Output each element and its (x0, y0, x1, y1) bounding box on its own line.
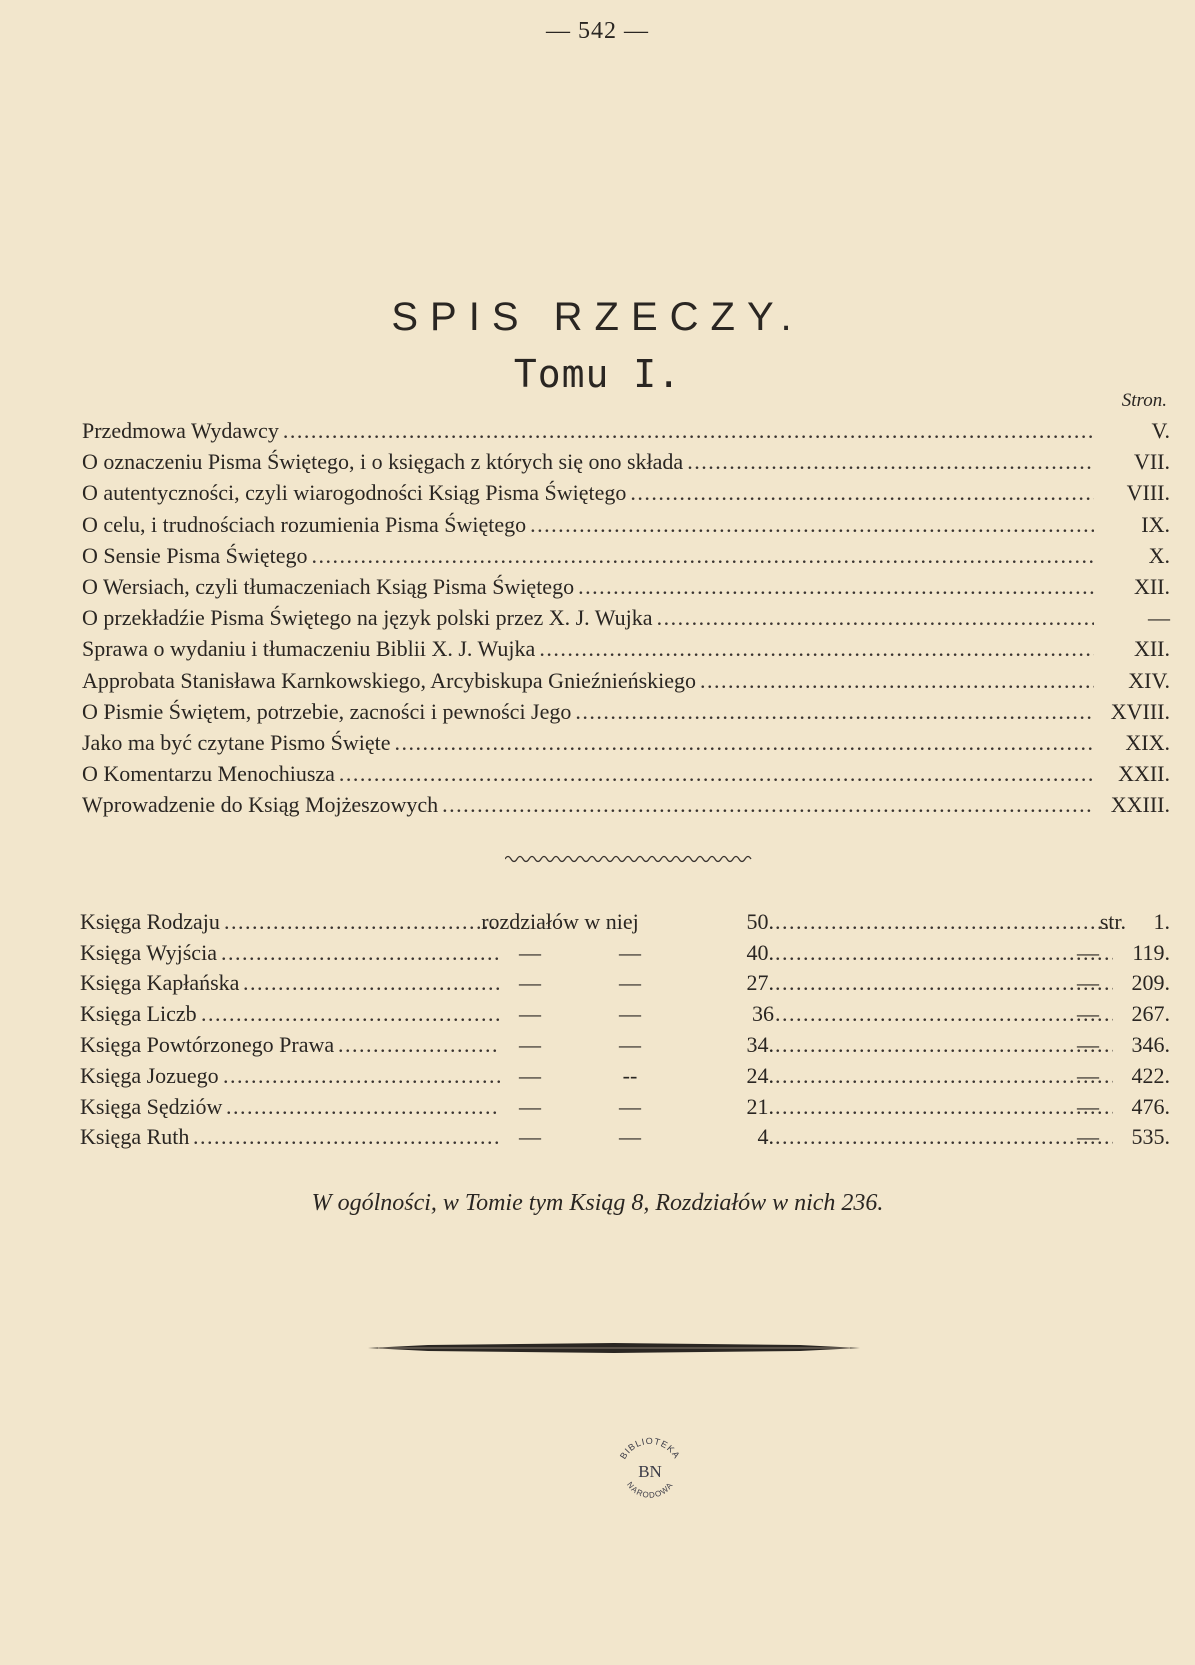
book-name: Księga Wyjścia (80, 939, 217, 965)
dot-leader (539, 636, 1094, 662)
ditto-mark: — (619, 1124, 641, 1150)
toc-title: O przekładźie Pisma Świętego na język polski przez X. J. Wujka (82, 605, 653, 631)
ditto-mark: — (1077, 1124, 1099, 1150)
dot-leader (442, 792, 1094, 818)
ditto-mark: — (519, 939, 541, 965)
toc-row (82, 449, 1170, 480)
toc-row (82, 418, 1170, 449)
ditto-mark: — (1077, 1062, 1099, 1088)
stamp-center: BN (638, 1462, 662, 1481)
book-row (80, 1124, 1170, 1155)
book-page-number: 422. (1131, 1062, 1170, 1088)
ditto-mark: — (619, 1093, 641, 1119)
toc-page-number: XXIII. (1110, 792, 1170, 818)
dot-leader (775, 1063, 1113, 1089)
book-page-number: 1. (1153, 908, 1170, 934)
decorative-rule (368, 1341, 860, 1355)
book-row (80, 1062, 1170, 1093)
toc-title: O celu, i trudnościach rozumienia Pisma Świętego (82, 511, 527, 537)
chapter-count: 36 (752, 1001, 774, 1027)
chapter-count: 50. (746, 908, 774, 934)
toc-title: O Wersiach, czyli tłumaczeniach Ksiąg Pisma Świętego (82, 573, 575, 599)
toc-page-number: XIV. (1128, 667, 1170, 693)
dot-leader (221, 940, 500, 966)
svg-text:NARODOWA (625, 1480, 675, 1500)
book-page-number: 119. (1132, 939, 1170, 965)
dot-leader (630, 480, 1094, 506)
book-page-number: 267. (1131, 1001, 1170, 1027)
toc-row (82, 574, 1170, 605)
book-row (80, 1093, 1170, 1124)
ditto-mark: — (519, 1093, 541, 1119)
toc-title: O oznaczeniu Pisma Świętego, i o księgach z których się ono składa (82, 449, 684, 475)
toc-row (82, 699, 1170, 730)
book-name: Księga Kapłańska (80, 970, 240, 996)
dot-leader (657, 605, 1094, 631)
dot-leader (339, 761, 1094, 787)
book-name: Księga Powtórzonego Prawa (80, 1031, 335, 1057)
book-row (80, 939, 1170, 970)
ditto-mark: — (519, 1062, 541, 1088)
ditto-mark: — (1077, 970, 1099, 996)
book-row (80, 1031, 1170, 1062)
ditto-mark: — (519, 1124, 541, 1150)
dot-leader (687, 449, 1094, 475)
book-page-number: 209. (1131, 970, 1170, 996)
page-number: — 542 — (546, 18, 649, 44)
dot-leader (193, 1124, 500, 1150)
book-name: Księga Ruth (80, 1124, 190, 1150)
ditto-mark: — (1077, 1093, 1099, 1119)
dot-leader (775, 1001, 1113, 1027)
toc-page-number: VIII. (1126, 480, 1170, 506)
toc-row (82, 512, 1170, 543)
wavy-divider-ornament (505, 852, 753, 866)
book-page-number: 346. (1131, 1031, 1170, 1057)
dot-leader (775, 909, 1113, 935)
toc-row (82, 605, 1170, 636)
dot-leader (775, 1094, 1113, 1120)
toc-title: Jako ma być czytane Pismo Święte (82, 729, 391, 755)
dot-leader (775, 1032, 1113, 1058)
toc-title: Approbata Stanisława Karnkowskiego, Arcybiskupa Gnieźnieńskiego (82, 667, 697, 693)
ditto-mark: — (1077, 939, 1099, 965)
toc-page-number: X. (1148, 542, 1170, 568)
toc-page-number: V. (1151, 418, 1170, 443)
toc-page-number: XII. (1133, 573, 1170, 599)
dot-leader (223, 1063, 500, 1089)
book-row (80, 908, 1170, 939)
dot-leader (283, 418, 1094, 444)
toc-title: Przedmowa Wydawcy (82, 418, 279, 443)
dot-leader (575, 699, 1094, 725)
toc-page-number: XXII. (1118, 761, 1170, 787)
toc-row (82, 792, 1170, 823)
toc-title: O Sensie Pisma Świętego (82, 542, 308, 568)
dot-leader (312, 543, 1095, 569)
chapter-count: 40. (746, 939, 774, 965)
chapter-count: 27. (746, 970, 774, 996)
book-row (80, 970, 1170, 1001)
toc-page-number: VII. (1133, 449, 1170, 475)
dot-leader (226, 1094, 500, 1120)
dot-leader (201, 1001, 500, 1027)
ditto-mark: — (619, 939, 641, 965)
ditto-mark: — (1077, 1031, 1099, 1057)
ditto-mark: — (519, 970, 541, 996)
svg-text:BIBLIOTEKA (618, 1436, 682, 1461)
dot-leader (775, 940, 1113, 966)
toc-title: O Komentarzu Menochiusza (82, 761, 335, 787)
toc-row (82, 761, 1170, 792)
toc-page-number: — (1148, 605, 1170, 631)
ditto-mark: — (619, 1031, 641, 1057)
chapters-label: rozdziałów w niej (481, 908, 639, 934)
library-stamp (612, 1432, 688, 1508)
chapter-count: 4. (757, 1124, 774, 1150)
chapter-count: 34. (746, 1031, 774, 1057)
dot-leader (700, 668, 1094, 694)
book-name: Księga Rodzaju (80, 908, 220, 934)
ditto-mark: — (519, 1001, 541, 1027)
toc-title: O Pismie Świętem, potrzebie, zacności i pewności Jego (82, 698, 572, 724)
book-row (80, 1000, 1170, 1031)
ditto-mark: — (619, 970, 641, 996)
toc-title: Sprawa o wydaniu i tłumaczeniu Biblii X. J. Wujka (82, 636, 536, 662)
toc-page-number: XII. (1133, 636, 1170, 662)
page-title: SPIS RZECZY. (391, 295, 804, 339)
books-table (80, 908, 1170, 1154)
ditto-mark: — (619, 1001, 641, 1027)
dot-leader (775, 970, 1113, 996)
book-page-number: 476. (1131, 1093, 1170, 1119)
dot-leader (578, 574, 1094, 600)
toc-page-number: XVIII. (1110, 698, 1170, 724)
page-column-header: Stron. (1121, 390, 1167, 411)
book-name: Księga Jozuego (80, 1062, 219, 1088)
table-of-contents (82, 418, 1170, 823)
chapter-count: 24. (746, 1062, 774, 1088)
ditto-mark: -- (622, 1062, 638, 1088)
stamp-text-top: BIBLIOTEKA (617, 1435, 683, 1461)
stamp-text-bottom: NARODOWA (624, 1480, 675, 1500)
volume-subtitle: Tomu I. (513, 352, 682, 396)
toc-row (82, 730, 1170, 761)
toc-row (82, 668, 1170, 699)
dot-leader (338, 1032, 500, 1058)
ditto-mark: — (1077, 1001, 1099, 1027)
dot-leader (530, 512, 1094, 538)
toc-page-number: IX. (1141, 511, 1170, 537)
toc-title: Wprowadzenie do Ksiąg Mojżeszowych (82, 792, 439, 818)
toc-row (82, 543, 1170, 574)
book-name: Księga Liczb (80, 1001, 197, 1027)
toc-page-number: XIX. (1125, 729, 1170, 755)
chapter-count: 21. (746, 1093, 774, 1119)
str-label: str. (1099, 908, 1126, 934)
toc-row (82, 636, 1170, 667)
toc-row (82, 480, 1170, 511)
dot-leader (775, 1124, 1113, 1150)
book-page-number: 535. (1131, 1124, 1170, 1150)
ditto-mark: — (519, 1031, 541, 1057)
dot-leader (243, 970, 500, 996)
book-name: Księga Sędziów (80, 1093, 223, 1119)
summary-line: W ogólności, w Tomie tym Ksiąg 8, Rozdziałów w nich 236. (311, 1190, 884, 1216)
dot-leader (395, 730, 1094, 756)
toc-title: O autentyczności, czyli wiarogodności Ksiąg Pisma Świętego (82, 480, 627, 506)
